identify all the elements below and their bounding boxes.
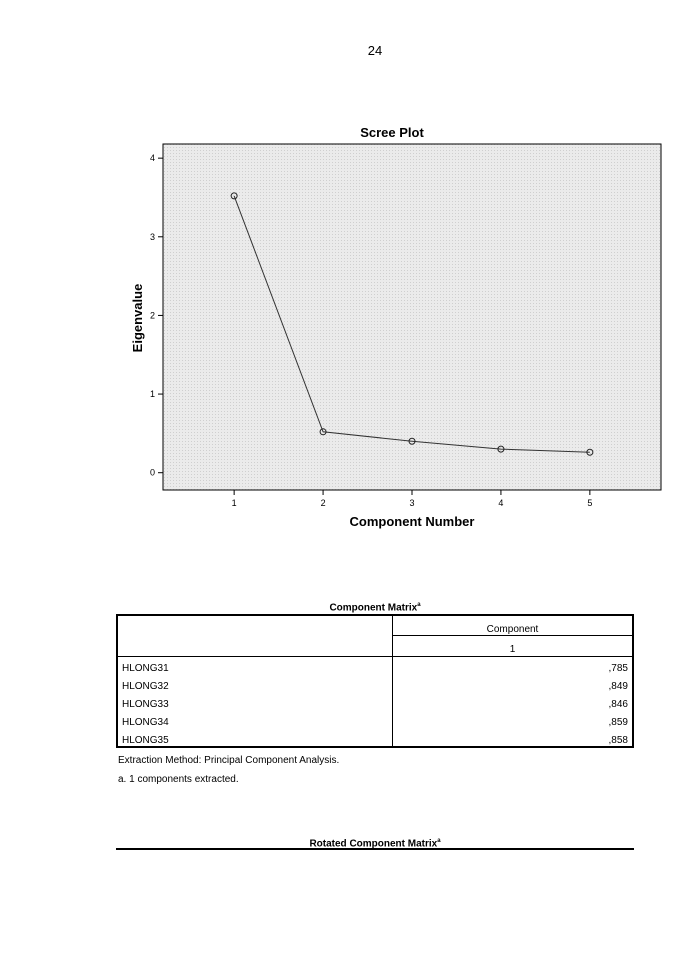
rotated-matrix-title-text: Rotated Component Matrix xyxy=(309,838,438,850)
x-tick-label: 1 xyxy=(231,498,237,508)
x-axis xyxy=(232,490,593,508)
row-value: ,785 xyxy=(608,663,628,674)
row-label: HLONG32 xyxy=(122,681,169,692)
x-tick-label: 4 xyxy=(498,498,504,508)
y-tick-label: 2 xyxy=(149,310,155,321)
table-row xyxy=(118,696,632,714)
y-tick-label: 0 xyxy=(149,467,155,478)
x-tick-label: 5 xyxy=(587,498,593,508)
x-tick-label: 2 xyxy=(320,498,326,508)
component-subheader: 1 xyxy=(509,644,516,655)
row-value: ,859 xyxy=(608,717,628,728)
scree-plot xyxy=(125,120,675,535)
page-number: 24 xyxy=(367,43,383,58)
table-row xyxy=(118,732,632,750)
row-label: HLONG31 xyxy=(122,663,169,674)
component-matrix-title-sup: a xyxy=(417,602,421,608)
rotated-matrix-top-rule xyxy=(116,848,634,850)
y-tick-label: 1 xyxy=(149,389,155,400)
x-tick-label: 3 xyxy=(409,498,415,508)
rotated-matrix-title-sup: a xyxy=(437,838,441,844)
component-header: Component xyxy=(486,624,539,635)
y-tick-label: 3 xyxy=(149,231,155,242)
table-row xyxy=(118,714,632,732)
row-label: HLONG35 xyxy=(122,735,169,746)
matrix-footnote: a. 1 components extracted. xyxy=(118,774,239,785)
component-matrix-title-text: Component Matrix xyxy=(329,602,418,614)
component-matrix-title xyxy=(116,602,634,613)
header-divider xyxy=(118,656,632,657)
component-matrix-table xyxy=(116,614,634,748)
row-label: HLONG33 xyxy=(122,699,169,710)
row-value: ,846 xyxy=(608,699,628,710)
header-subdivider xyxy=(392,635,632,636)
table-row xyxy=(118,660,632,678)
y-tick-label: 4 xyxy=(149,153,155,164)
row-label: HLONG34 xyxy=(122,717,169,728)
chart-title: Scree Plot xyxy=(360,125,424,140)
x-axis-label: Component Number xyxy=(349,514,475,529)
y-axis xyxy=(150,153,163,478)
extraction-method-note: Extraction Method: Principal Component Analysis. xyxy=(118,755,340,766)
row-value: ,849 xyxy=(608,681,628,692)
row-value: ,858 xyxy=(608,735,628,746)
table-row xyxy=(118,678,632,696)
y-axis-label: Eigenvalue xyxy=(130,283,145,353)
